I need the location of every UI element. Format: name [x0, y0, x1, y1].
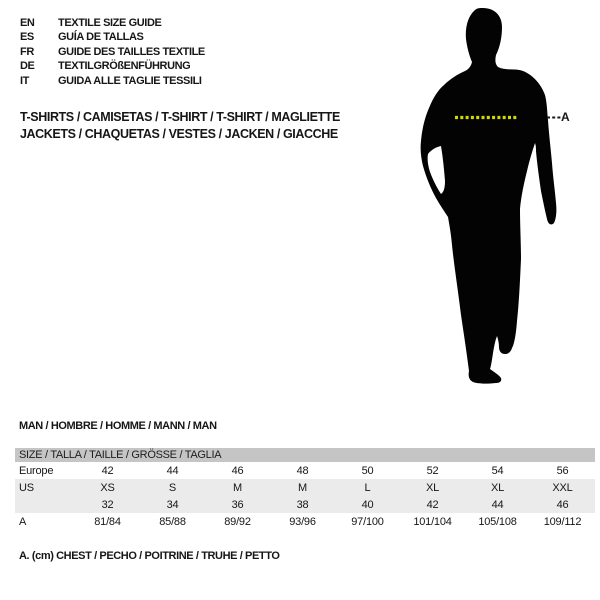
size-cell: M [298, 481, 307, 494]
product-categories [20, 109, 340, 143]
size-cell: S [168, 481, 177, 494]
language-label: GUIDA ALLE TAGLIE TESSILI [58, 74, 202, 87]
size-cell: 36 [231, 498, 244, 511]
language-code: ES [20, 31, 34, 44]
language-row-fr [20, 45, 205, 59]
size-cell: M [233, 481, 242, 494]
size-cell: 42 [426, 498, 439, 511]
language-row-de [20, 59, 205, 73]
size-cell: 85/88 [159, 515, 186, 528]
language-label: GUÍA DE TALLAS [58, 31, 144, 44]
size-cell: XS [100, 481, 115, 494]
table-row-chest-cm [15, 513, 595, 530]
language-code: FR [20, 45, 34, 58]
language-label: GUIDE DES TAILLES TEXTILE [58, 45, 205, 58]
size-cell: 105/108 [478, 515, 517, 528]
size-cell: 54 [491, 464, 504, 477]
size-cell: 89/92 [224, 515, 251, 528]
product-line-tshirts: T-SHIRTS / CAMISETAS / T-SHIRT / T-SHIRT / MAGLIETTE [20, 110, 340, 124]
size-cell: 93/96 [289, 515, 316, 528]
man-silhouette-path [421, 8, 557, 384]
measure-label-a: A [561, 110, 570, 124]
product-line-jackets: JACKETS / CHAQUETAS / VESTES / JACKEN / GIACCHE [20, 127, 338, 141]
language-code: EN [20, 17, 35, 29]
size-cell: 40 [361, 498, 374, 511]
size-cell: 48 [296, 464, 309, 477]
language-list [20, 16, 205, 88]
table-row-us [15, 479, 595, 496]
man-figure [415, 5, 565, 390]
language-row-es [20, 30, 205, 44]
size-cell: 52 [426, 464, 439, 477]
table-row-europe [15, 462, 595, 479]
size-cell: 46 [231, 464, 244, 477]
row-label: Europe [19, 464, 54, 477]
language-label: TEXTILE SIZE GUIDE [58, 17, 162, 29]
size-cell: 81/84 [94, 515, 121, 528]
size-cell: 56 [556, 464, 569, 477]
row-label: A [19, 515, 27, 528]
size-cell: 50 [361, 464, 374, 477]
size-cell: 109/112 [543, 515, 582, 528]
language-row-en [20, 16, 205, 30]
size-cell: XXL [552, 481, 573, 494]
section-title-man: MAN / HOMBRE / HOMME / MANN / MAN [19, 420, 217, 432]
size-cell: 97/100 [351, 515, 384, 528]
size-cell: 46 [556, 498, 569, 511]
table-row-us-numeric [15, 496, 595, 513]
man-silhouette [415, 5, 565, 390]
size-cell: L [364, 481, 371, 494]
size-cell: 34 [166, 498, 179, 511]
language-row-it [20, 74, 205, 88]
size-cell: XL [425, 481, 440, 494]
language-code: DE [20, 60, 35, 73]
size-cell: 32 [101, 498, 114, 511]
language-code: IT [20, 74, 29, 87]
size-cell: 44 [166, 464, 179, 477]
row-label: US [19, 481, 34, 494]
size-table-header: SIZE / TALLA / TAILLE / GRÖSSE / TAGLIA [15, 448, 595, 462]
size-table [15, 448, 595, 530]
measurement-footnote: A. (cm) CHEST / PECHO / POITRINE / TRUHE / PETTO [19, 550, 280, 562]
size-cell: 101/104 [413, 515, 452, 528]
size-cell: 44 [491, 498, 504, 511]
size-cell: XL [490, 481, 505, 494]
size-cell: 38 [296, 498, 309, 511]
language-label: TEXTILGRÖßENFÜHRUNG [58, 60, 191, 73]
size-cell: 42 [101, 464, 114, 477]
